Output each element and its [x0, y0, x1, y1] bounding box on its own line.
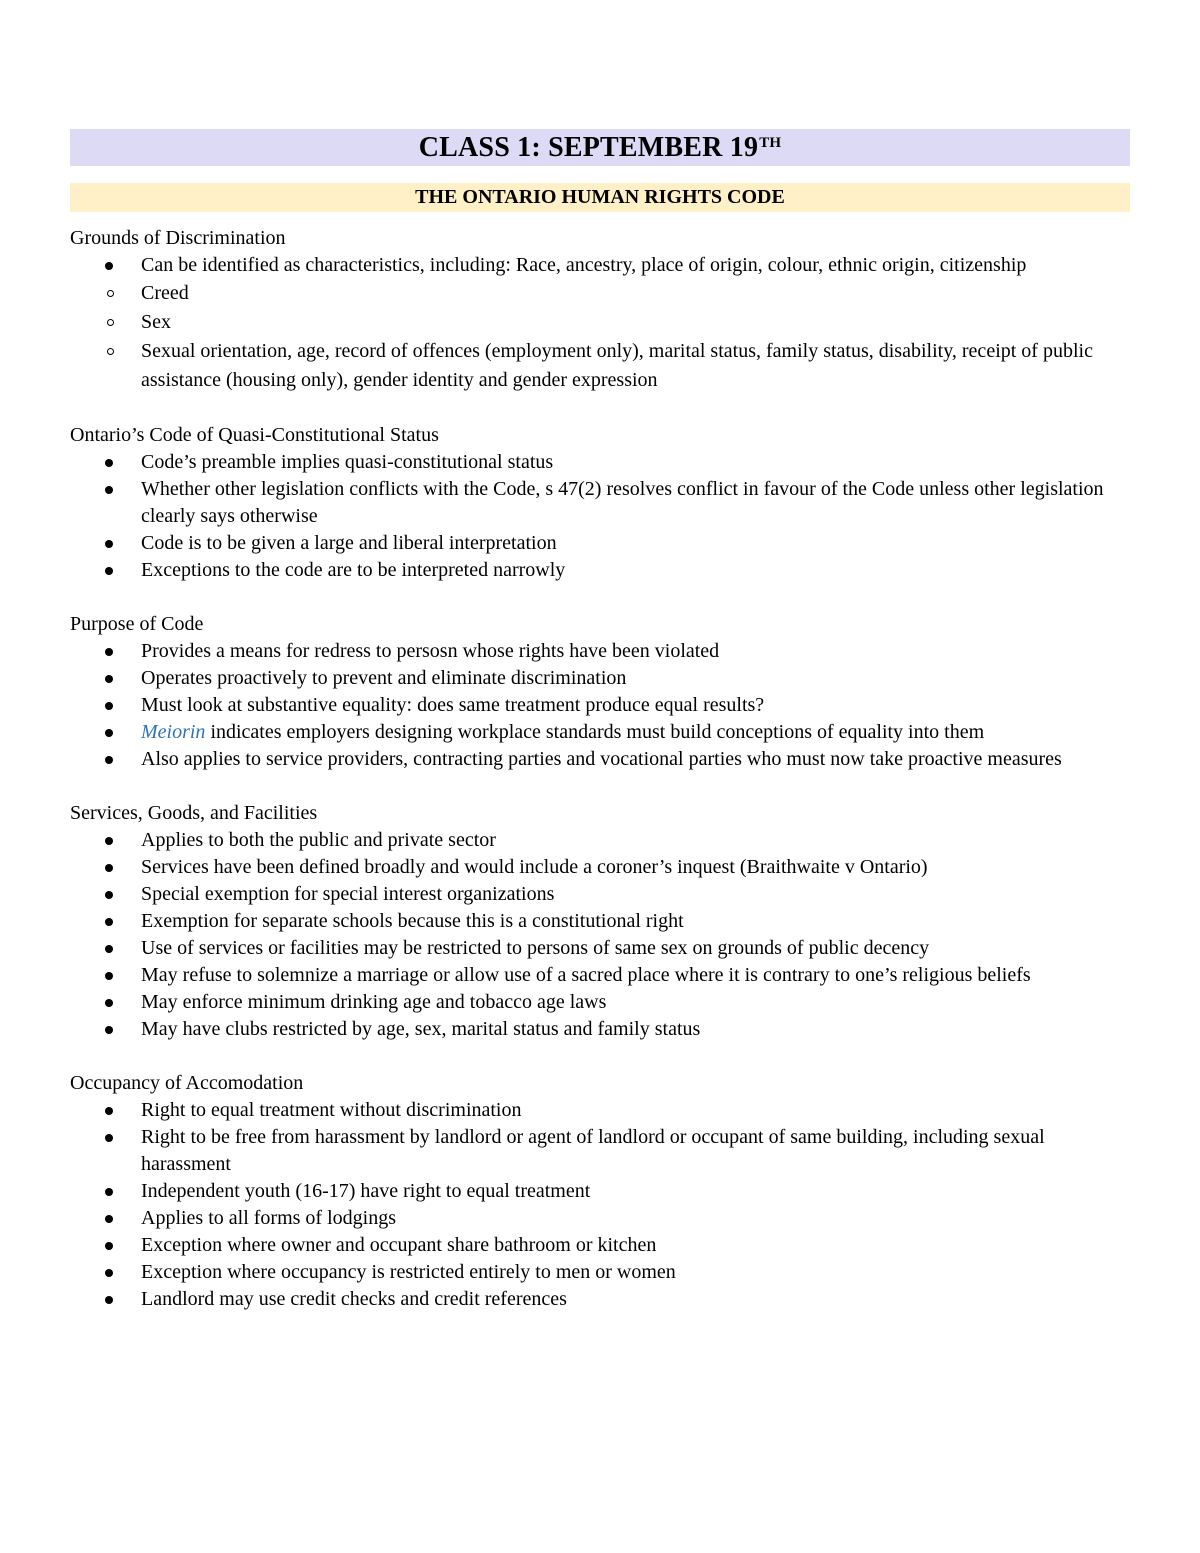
list-item-text: Operates proactively to prevent and eliminate discrimination — [141, 667, 627, 689]
list-item-text: Exception where owner and occupant share bathroom or kitchen — [141, 1234, 657, 1256]
bullet-circle-icon — [107, 348, 114, 355]
bullet-dot-icon — [105, 756, 113, 764]
list-item — [70, 1178, 1130, 1205]
list-item — [70, 1286, 1130, 1313]
section-heading: Purpose of Code — [70, 613, 204, 635]
list-item — [70, 665, 1130, 692]
bullet-dot-icon — [105, 864, 113, 872]
list-item — [70, 692, 1130, 719]
list-item-text: Can be identified as characteristics, including: Race, ancestry, place of origin, colour, ethnic origin, citizenship — [141, 254, 1027, 276]
bullet-dot-icon — [105, 945, 113, 953]
section-occupancy — [70, 1070, 1130, 1313]
bullet-dot-icon — [105, 999, 113, 1007]
page-title-text: CLASS 1: SEPTEMBER 19 — [418, 131, 759, 163]
list-item — [70, 1205, 1130, 1232]
list-item — [70, 827, 1130, 854]
bullet-dot-icon — [105, 1215, 113, 1223]
list-item-text: Applies to both the public and private sector — [141, 829, 496, 851]
bullet-dot-icon — [105, 675, 113, 683]
bullet-dot-icon — [105, 1134, 113, 1142]
list-item-text: Whether other legislation conflicts with the Code, s 47(2) resolves conflict in favour of the Code unless other legislation clearly says otherwise — [141, 478, 1104, 527]
list-item-text: Exemption for separate schools because this is a constitutional right — [141, 910, 684, 932]
list-item — [70, 449, 1130, 476]
section-services — [70, 800, 1130, 1043]
bullet-list — [70, 1097, 1130, 1313]
list-item — [70, 557, 1130, 584]
list-item-text: May refuse to solemnize a marriage or allow use of a sacred place where it is contrary to one’s religious beliefs — [141, 964, 1031, 986]
bullet-dot-icon — [105, 918, 113, 926]
list-item-text: Independent youth (16-17) have right to equal treatment — [141, 1180, 591, 1202]
bullet-dot-icon — [105, 648, 113, 656]
bullet-dot-icon — [105, 567, 113, 575]
list-item — [70, 1232, 1130, 1259]
page-subtitle — [70, 183, 1130, 212]
bullet-dot-icon — [105, 486, 113, 494]
bullet-list — [70, 827, 1130, 1043]
bullet-dot-icon — [105, 702, 113, 710]
list-item — [70, 854, 1130, 881]
bullet-dot-icon — [105, 540, 113, 548]
list-item-text: Right to be free from harassment by landlord or agent of landlord or occupant of same building, including sexual harassment — [141, 1126, 1045, 1175]
list-item-text: Services have been defined broadly and would include a coroner’s inquest (Braithwaite v Ontario) — [141, 856, 928, 878]
list-item — [70, 989, 1130, 1016]
list-item-text: Applies to all forms of lodgings — [141, 1207, 396, 1229]
list-item-text: Exception where occupancy is restricted entirely to men or women — [141, 1261, 676, 1283]
list-item-text: Provides a means for redress to persosn whose rights have been violated — [141, 640, 720, 662]
list-item-text: Also applies to service providers, contracting parties and vocational parties who must now take proactive measures — [141, 748, 1062, 770]
page-title-superscript: TH — [759, 135, 782, 151]
sub-list-item-text: Creed — [141, 282, 189, 304]
bullet-dot-icon — [105, 1269, 113, 1277]
list-item — [70, 252, 1130, 395]
page-title — [70, 129, 1130, 166]
section-purpose — [70, 611, 1130, 773]
list-item-text: Code is to be given a large and liberal interpretation — [141, 532, 557, 554]
list-item — [70, 908, 1130, 935]
list-item-text: Code’s preamble implies quasi-constitutional status — [141, 451, 554, 473]
bullet-list — [70, 638, 1130, 773]
section-heading: Grounds of Discrimination — [70, 227, 286, 249]
sub-bullet-list — [70, 279, 1130, 395]
list-item — [70, 1097, 1130, 1124]
page-subtitle-text: THE ONTARIO HUMAN RIGHTS CODE — [415, 186, 785, 208]
bullet-circle-icon — [107, 319, 114, 326]
bullet-dot-icon — [105, 891, 113, 899]
list-item-text: Must look at substantive equality: does same treatment produce equal results? — [141, 694, 765, 716]
document-page — [70, 129, 1130, 1313]
sub-list-item-text: Sexual orientation, age, record of offences (employment only), marital status, family status, disability, receipt of public assistance (housing only), gender identity and gender expression — [141, 340, 1093, 391]
list-item — [70, 1016, 1130, 1043]
list-item-text: Right to equal treatment without discrimination — [141, 1099, 522, 1121]
list-item — [70, 1259, 1130, 1286]
bullet-dot-icon — [105, 1026, 113, 1034]
bullet-dot-icon — [105, 1107, 113, 1115]
bullet-dot-icon — [105, 459, 113, 467]
bullet-circle-icon — [107, 290, 114, 297]
sub-list-item — [70, 279, 1130, 308]
bullet-dot-icon — [105, 1188, 113, 1196]
section-heading: Services, Goods, and Facilities — [70, 802, 318, 824]
section-grounds — [70, 225, 1130, 395]
section-heading: Ontario’s Code of Quasi-Constitutional Status — [70, 424, 439, 446]
list-item — [70, 530, 1130, 557]
list-item — [70, 1124, 1130, 1178]
list-item-text: Special exemption for special interest organizations — [141, 883, 555, 905]
list-item-text: Exceptions to the code are to be interpreted narrowly — [141, 559, 566, 581]
list-item-text: May have clubs restricted by age, sex, marital status and family status — [141, 1018, 701, 1040]
list-item — [70, 962, 1130, 989]
sub-list-item — [70, 337, 1130, 395]
bullet-dot-icon — [105, 837, 113, 845]
bullet-dot-icon — [105, 972, 113, 980]
list-item-text: indicates employers designing workplace standards must build conceptions of equality into them — [205, 721, 985, 743]
bullet-dot-icon — [105, 1242, 113, 1250]
bullet-dot-icon — [105, 729, 113, 737]
list-item — [70, 638, 1130, 665]
sub-list-item — [70, 308, 1130, 337]
list-item — [70, 935, 1130, 962]
case-link-meiorin[interactable]: Meiorin — [141, 721, 206, 743]
section-heading: Occupancy of Accomodation — [70, 1072, 304, 1094]
list-item-text: Use of services or facilities may be restricted to persons of same sex on grounds of public decency — [141, 937, 930, 959]
list-item — [70, 881, 1130, 908]
list-item — [70, 476, 1130, 530]
list-item-text: Landlord may use credit checks and credit references — [141, 1288, 567, 1310]
section-quasi-constitutional-status — [70, 422, 1130, 584]
list-item — [70, 746, 1130, 773]
sub-list-item-text: Sex — [141, 311, 171, 333]
list-item — [70, 719, 1130, 746]
bullet-dot-icon — [105, 262, 113, 270]
bullet-list — [70, 252, 1130, 395]
bullet-list — [70, 449, 1130, 584]
bullet-dot-icon — [105, 1296, 113, 1304]
list-item-text: May enforce minimum drinking age and tobacco age laws — [141, 991, 607, 1013]
